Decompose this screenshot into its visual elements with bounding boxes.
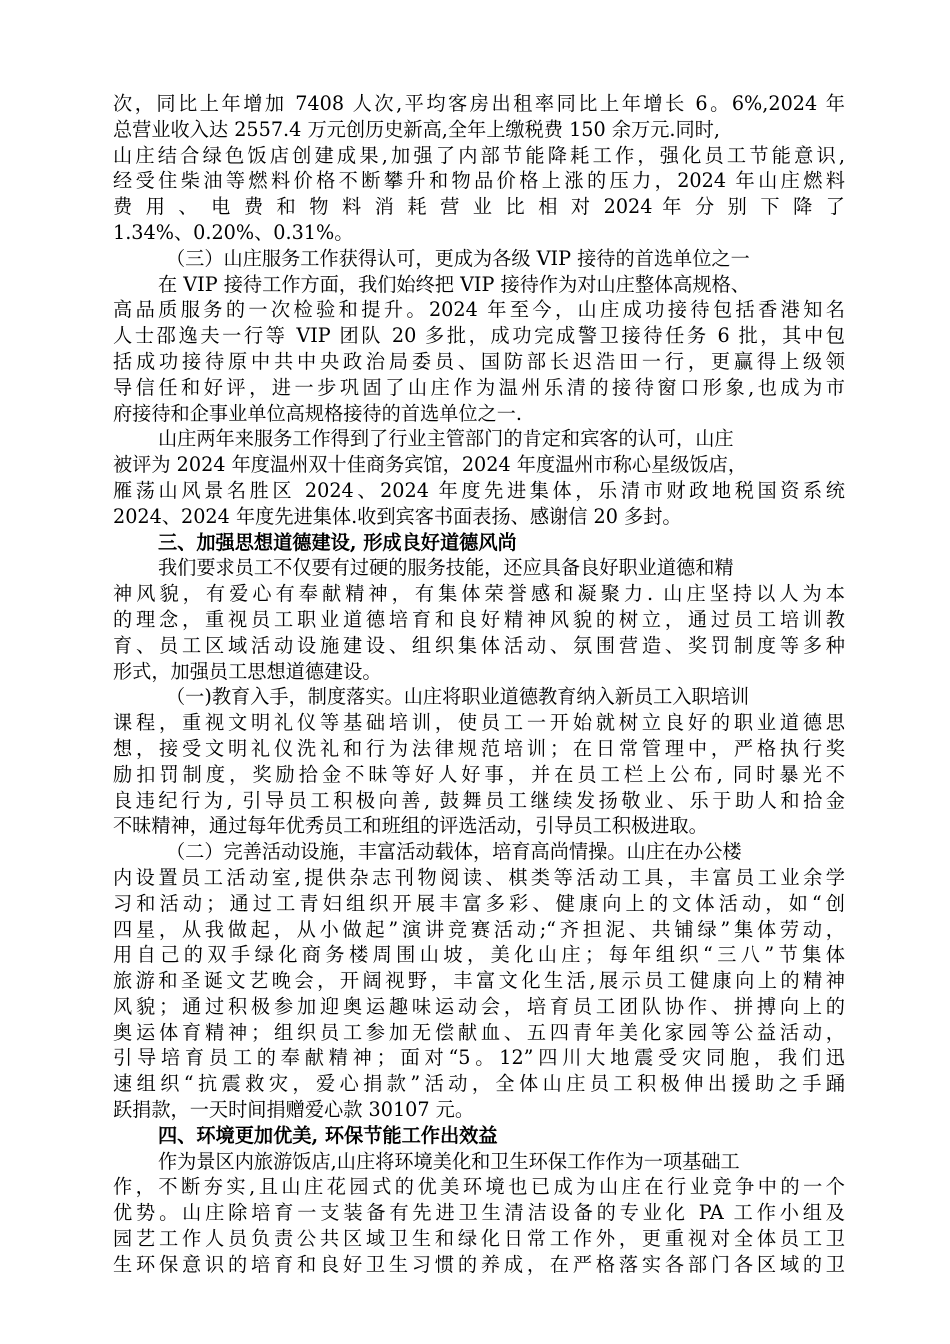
text-line: 经受住柴油等燃料价格不断攀升和物品价格上涨的压力，2024 年山庄燃料: [113, 169, 845, 193]
text-line: 园艺工作人员负责公共区域卫生和绿化日常工作外，更重视对全体员工卫: [113, 1227, 845, 1251]
text-line: 在 VIP 接待工作方面，我们始终把 VIP 接待作为对山庄整体高规格、: [158, 272, 750, 296]
text-line: 想，接受文明礼仪洗礼和行为法律规范培训；在日常管理中，严格执行奖: [113, 736, 845, 760]
section-heading: 四、环境更加优美, 环保节能工作出效益: [158, 1123, 498, 1147]
section-heading: 三、加强思想道德建设, 形成良好道德风尚: [158, 530, 517, 554]
text-line: 旅游和圣诞文艺晚会，开阔视野，丰富文化生活,展示员工健康向上的精神: [113, 969, 845, 993]
text-line: 作为景区内旅游饭店,山庄将环境美化和卫生环保工作作为一项基础工: [158, 1149, 740, 1173]
text-line: 跃捐款，一天时间捐赠爱心款 30107 元。: [113, 1098, 475, 1122]
text-line: 括成功接待原中共中央政治局委员、国防部长迟浩田一行，更赢得上级领: [113, 349, 845, 373]
text-line: 被评为 2024 年度温州双十佳商务宾馆，2024 年度温州市称心星级饭店，: [113, 453, 748, 477]
text-line: 四星，从我做起，从小做起”演讲竞赛活动;“齐担泥、共铺绿”集体劳动，: [113, 917, 845, 941]
text-line: 次，同比上年增加 7408 人次,平均客房出租率同比上年增长 6。6%,2024 年: [113, 92, 845, 115]
text-line: 府接待和企事业单位高规格接待的首选单位之一.: [113, 401, 523, 425]
text-line: 不昧精神，通过每年优秀员工和班组的评选活动，引导员工积极进取。: [113, 814, 708, 838]
text-line: 课程，重视文明礼仪等基础培训，使员工一开始就树立良好的职业道德思: [113, 711, 845, 735]
text-line: 山庄两年来服务工作得到了行业主管部门的肯定和宾客的认可，山庄: [158, 427, 734, 451]
text-line: （三）山庄服务工作获得认可，更成为各级 VIP 接待的首选单位之一: [166, 246, 750, 270]
text-line: 费 用 、 电 费 和 物 料 消 耗 营 业 比 相 对 2024 年 分 别 下 降 了: [113, 195, 845, 219]
text-line: 的理念，重视员工职业道德培育和良好精神风貌的树立，通过员工培训教: [113, 607, 845, 631]
text-line: 高品质服务的一次检验和提升。2024 年至今，山庄成功接待包括香港知名: [113, 298, 845, 322]
text-line: 2024、2024 年度先进集体.收到宾客书面表扬、感谢信 20 多封。: [113, 504, 682, 528]
text-line: 人士邵逸夫一行等 VIP 团队 20 多批，成功完成警卫接待任务 6 批，其中包: [113, 324, 845, 348]
text-line: 励扣罚制度，奖励拾金不昧等好人好事，并在员工栏上公布, 同时暴光不: [113, 762, 845, 786]
text-line: 引导培育员工的奉献精神；面对“5。12”四川大地震受灾同胞，我们迅: [113, 1046, 845, 1070]
text-line: 1.34%、0.20%、0.31%。: [113, 220, 354, 244]
text-line: 作，不断夯实,且山庄花园式的优美环境也已成为山庄在行业竞争中的一个: [113, 1175, 845, 1199]
text-line: 习和活动；通过工青妇组织开展丰富多彩、健康向上的文体活动，如“创: [113, 891, 845, 915]
text-line: 总营业收入达 2557.4 万元创历史新高,全年上缴税费 150 余万元.同时,: [113, 117, 720, 141]
text-line: 用自己的双手绿化商务楼周围山坡，美化山庄；每年组织“三八”节集体: [113, 943, 845, 967]
text-line: 形式，加强员工思想道德建设。: [113, 659, 382, 683]
document-page: [113, 91, 845, 1278]
text-line: 神风貌，有爱心有奉献精神，有集体荣誉感和凝聚力. 山庄坚持以人为本: [113, 582, 845, 606]
text-line: 育、员工区域活动设施建设、组织集体活动、氛围营造、奖罚制度等多种: [113, 633, 845, 657]
text-line: 生环保意识的培育和良好卫生习惯的养成，在严格落实各部门各区域的卫: [113, 1252, 845, 1276]
text-line: 良违纪行为, 引导员工积极向善, 鼓舞员工继续发扬敬业、乐于助人和拾金: [113, 788, 845, 812]
text-line: 内设置员工活动室,提供杂志刊物阅读、棋类等活动工具，丰富员工业余学: [113, 865, 845, 889]
text-line: 奥运体育精神；组织员工参加无偿献血、五四青年美化家园等公益活动，: [113, 1020, 845, 1044]
text-line: 风貌；通过积极参加迎奥运趣味运动会，培育员工团队协作、拼搏向上的: [113, 994, 845, 1018]
text-line: 优势。山庄除培育一支装备有先进卫生清洁设备的专业化 PA 工作小组及: [113, 1201, 845, 1225]
text-line: 雁荡山风景名胜区 2024、2024 年度先进集体，乐清市财政地税国资系统: [113, 478, 845, 502]
text-line: （二）完善活动设施，丰富活动载体，培育高尚情操。山庄在办公楼: [166, 840, 742, 864]
text-line: 山庄结合绿色饭店创建成果,加强了内部节能降耗工作，强化员工节能意识,: [113, 143, 845, 167]
text-line: 速组织“抗震救灾，爱心捐款”活动，全体山庄员工积极伸出援助之手踊: [113, 1072, 845, 1096]
text-line: 导信任和好评，进一步巩固了山庄作为温州乐清的接待窗口形象,也成为市: [113, 375, 845, 399]
text-line: 我们要求员工不仅要有过硬的服务技能，还应具备良好职业道德和精: [158, 556, 734, 580]
text-line: （一)教育入手，制度落实。山庄将职业道德教育纳入新员工入职培训: [166, 685, 750, 709]
